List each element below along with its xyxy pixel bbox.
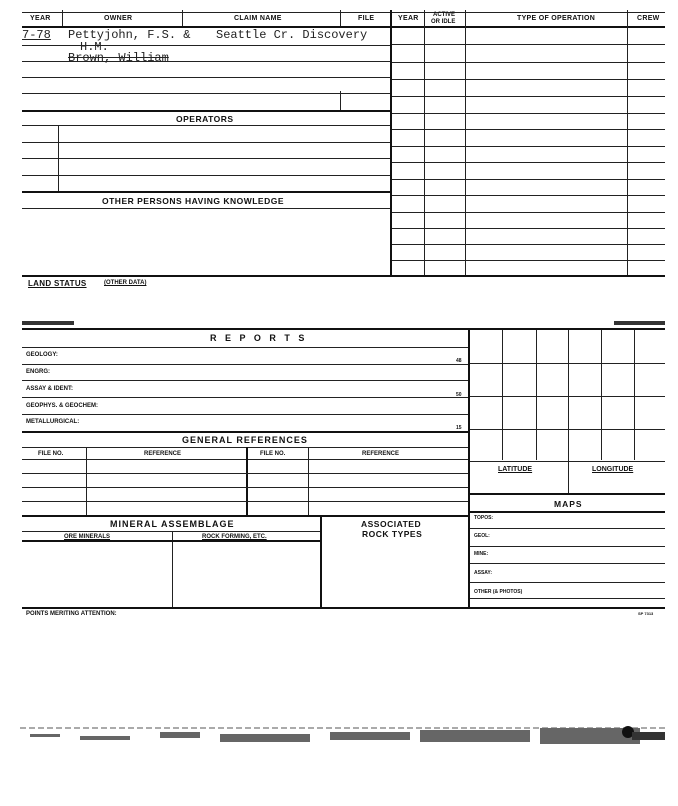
reports-num-3: 15 xyxy=(456,425,462,431)
maps-topos: TOPOS: xyxy=(474,515,494,521)
header-owner: OWNER xyxy=(104,15,133,22)
ref-reference-2: REFERENCE xyxy=(362,451,400,457)
entry-year: 7-78 xyxy=(22,28,51,42)
entry-owner-line1: Pettyjohn, F.S. & xyxy=(68,28,191,42)
maps-assay: ASSAY: xyxy=(474,570,493,576)
entry-owner-line3: Brown, William xyxy=(68,51,169,65)
header-or-idle: OR IDLE xyxy=(431,19,456,25)
land-status-heading: LAND STATUS xyxy=(28,279,87,288)
reports-assay: ASSAY & IDENT: xyxy=(26,386,74,392)
ref-reference-1: REFERENCE xyxy=(144,451,182,457)
land-status-note: (OTHER DATA) xyxy=(104,280,147,286)
latitude-label: LATITUDE xyxy=(498,466,533,473)
maps-mine: MINE: xyxy=(474,551,489,557)
reports-metallurgical: METALLURGICAL: xyxy=(26,419,80,425)
associated-heading-1: ASSOCIATED xyxy=(361,519,422,529)
maps-other: OTHER (& PHOTOS) xyxy=(474,589,523,595)
reports-heading: R E P O R T S xyxy=(210,333,308,343)
entry-claim-name: Seattle Cr. Discovery xyxy=(216,28,368,42)
form-number: SP 7313 xyxy=(638,611,654,616)
maps-geol: GEOL: xyxy=(474,533,490,539)
longitude-label: LONGITUDE xyxy=(592,466,634,473)
scan-noise xyxy=(20,722,665,752)
associated-heading-2: ROCK TYPES xyxy=(362,529,423,539)
header-crew: CREW xyxy=(637,15,660,22)
header-type-of-operation: TYPE OF OPERATION xyxy=(517,15,596,22)
ref-file-no-2: FILE NO. xyxy=(260,451,286,457)
points-meriting-attention: POINTS MERITING ATTENTION: xyxy=(26,611,117,617)
reports-engrg: ENGRG: xyxy=(26,369,50,375)
general-references-heading: GENERAL REFERENCES xyxy=(182,435,308,445)
ref-file-no-1: FILE NO. xyxy=(38,451,64,457)
header-file: FILE xyxy=(358,15,375,22)
rock-forming-heading: ROCK FORMING, ETC. xyxy=(202,534,267,540)
entry-owner-line2: H.M. xyxy=(80,40,109,54)
other-persons-heading: OTHER PERSONS HAVING KNOWLEDGE xyxy=(102,196,285,206)
header-year-2: YEAR xyxy=(398,15,419,22)
ore-minerals-heading: ORE MINERALS xyxy=(64,534,111,540)
header-claim-name: CLAIM NAME xyxy=(234,15,282,22)
maps-heading: MAPS xyxy=(554,499,583,509)
header-year: YEAR xyxy=(30,15,51,22)
header-active: ACTIVE xyxy=(433,12,456,18)
reports-num-2: 50 xyxy=(456,392,462,398)
reports-geophys: GEOPHYS. & GEOCHEM: xyxy=(26,403,99,409)
reports-geology: GEOLOGY: xyxy=(26,352,58,358)
operators-heading: OPERATORS xyxy=(176,114,234,124)
reports-num-1: 48 xyxy=(456,358,462,364)
mineral-assemblage-heading: MINERAL ASSEMBLAGE xyxy=(110,519,235,529)
